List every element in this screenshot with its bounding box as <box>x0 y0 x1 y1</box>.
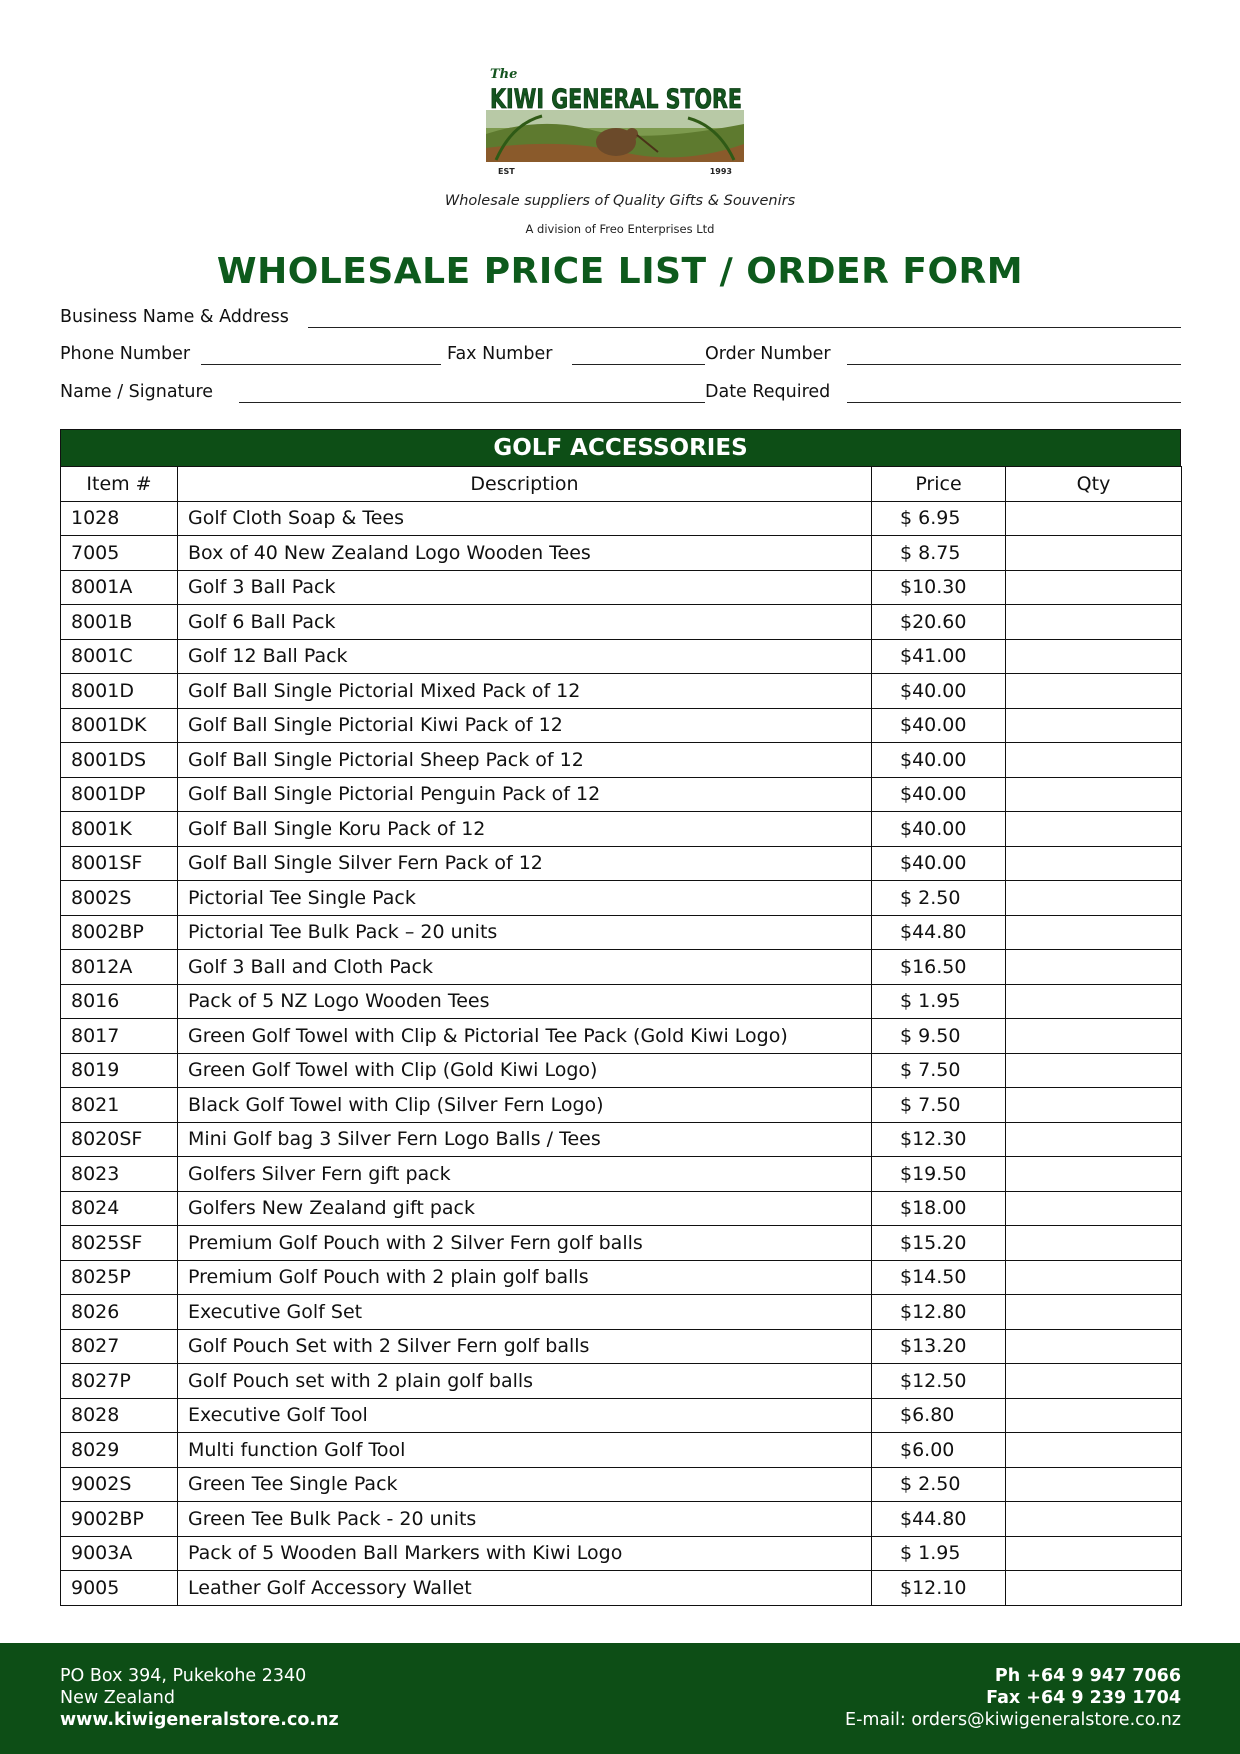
cell-item: 8001B <box>61 605 178 640</box>
table-row <box>61 1364 1182 1399</box>
table-row <box>61 1226 1182 1261</box>
cell-price: $ 7.50 <box>872 1053 1006 1088</box>
cell-qty-input[interactable] <box>1006 605 1182 640</box>
cell-price: $12.50 <box>872 1364 1006 1399</box>
column-header-description: Description <box>178 467 872 502</box>
cell-price: $40.00 <box>872 846 1006 881</box>
cell-item: 8029 <box>61 1433 178 1468</box>
table-row <box>61 1467 1182 1502</box>
cell-description: Golf Cloth Soap & Tees <box>178 501 872 536</box>
cell-qty-input[interactable] <box>1006 777 1182 812</box>
cell-qty-input[interactable] <box>1006 1157 1182 1192</box>
logo-est-year: 1993 <box>709 167 732 176</box>
cell-description: Leather Golf Accessory Wallet <box>178 1571 872 1606</box>
cell-description: Golf Ball Single Koru Pack of 12 <box>178 812 872 847</box>
cell-description: Golfers New Zealand gift pack <box>178 1191 872 1226</box>
cell-price: $12.10 <box>872 1571 1006 1606</box>
cell-price: $ 2.50 <box>872 1467 1006 1502</box>
cell-qty-input[interactable] <box>1006 846 1182 881</box>
cell-description: Pack of 5 NZ Logo Wooden Tees <box>178 984 872 1019</box>
table-row <box>61 812 1182 847</box>
cell-item: 8016 <box>61 984 178 1019</box>
cell-description: Executive Golf Tool <box>178 1398 872 1433</box>
cell-item: 9003A <box>61 1536 178 1571</box>
cell-description: Green Tee Bulk Pack - 20 units <box>178 1502 872 1537</box>
cell-item: 8001C <box>61 639 178 674</box>
cell-qty-input[interactable] <box>1006 1536 1182 1571</box>
cell-price: $12.30 <box>872 1122 1006 1157</box>
cell-price: $40.00 <box>872 708 1006 743</box>
cell-item: 8024 <box>61 1191 178 1226</box>
table-row <box>61 881 1182 916</box>
cell-qty-input[interactable] <box>1006 674 1182 709</box>
cell-price: $40.00 <box>872 743 1006 778</box>
cell-item: 8001A <box>61 570 178 605</box>
cell-description: Golf Ball Single Silver Fern Pack of 12 <box>178 846 872 881</box>
table-row <box>61 1536 1182 1571</box>
table-row <box>61 846 1182 881</box>
cell-qty-input[interactable] <box>1006 812 1182 847</box>
cell-description: Green Golf Towel with Clip (Gold Kiwi Logo) <box>178 1053 872 1088</box>
cell-item: 9005 <box>61 1571 178 1606</box>
cell-price: $ 1.95 <box>872 984 1006 1019</box>
cell-price: $10.30 <box>872 570 1006 605</box>
phone-field[interactable] <box>201 364 441 365</box>
table-row <box>61 950 1182 985</box>
cell-item: 8001D <box>61 674 178 709</box>
cell-item: 8019 <box>61 1053 178 1088</box>
cell-description: Pack of 5 Wooden Ball Markers with Kiwi Logo <box>178 1536 872 1571</box>
business-field[interactable] <box>308 327 1181 328</box>
section-title: GOLF ACCESSORIES <box>60 429 1181 466</box>
page-title: WHOLESALE PRICE LIST / ORDER FORM <box>216 251 1024 292</box>
business-row <box>60 307 1181 331</box>
cell-price: $13.20 <box>872 1329 1006 1364</box>
cell-description: Golf 12 Ball Pack <box>178 639 872 674</box>
logo-est-label: EST <box>498 167 515 176</box>
cell-description: Golf Ball Single Pictorial Penguin Pack of 12 <box>178 777 872 812</box>
cell-qty-input[interactable] <box>1006 743 1182 778</box>
fax-number: Fax +64 9 239 1704 <box>986 1688 1181 1708</box>
cell-item: 8027P <box>61 1364 178 1399</box>
cell-price: $44.80 <box>872 1502 1006 1537</box>
fax-label: Fax Number <box>447 344 553 364</box>
date-required-field[interactable] <box>847 402 1181 403</box>
cell-description: Box of 40 New Zealand Logo Wooden Tees <box>178 536 872 571</box>
cell-item: 8027 <box>61 1329 178 1364</box>
cell-item: 8017 <box>61 1019 178 1054</box>
cell-qty-input[interactable] <box>1006 570 1182 605</box>
column-header-item: Item # <box>61 467 178 502</box>
cell-qty-input[interactable] <box>1006 501 1182 536</box>
footer-contact <box>845 1665 1181 1731</box>
table-row <box>61 743 1182 778</box>
website-link[interactable]: www.kiwigeneralstore.co.nz <box>60 1710 339 1730</box>
cell-price: $40.00 <box>872 812 1006 847</box>
cell-item: 7005 <box>61 536 178 571</box>
cell-qty-input[interactable] <box>1006 1260 1182 1295</box>
cell-price: $40.00 <box>872 674 1006 709</box>
table-row <box>61 1157 1182 1192</box>
cell-price: $41.00 <box>872 639 1006 674</box>
table-row <box>61 984 1182 1019</box>
cell-price: $6.00 <box>872 1433 1006 1468</box>
phone-number: Ph +64 9 947 7066 <box>994 1666 1181 1686</box>
cell-qty-input[interactable] <box>1006 950 1182 985</box>
cell-qty-input[interactable] <box>1006 1433 1182 1468</box>
table-row <box>61 1398 1182 1433</box>
column-header-price: Price <box>872 467 1006 502</box>
cell-item: 9002BP <box>61 1502 178 1537</box>
order-number-label: Order Number <box>705 344 831 364</box>
table-row <box>61 1019 1182 1054</box>
cell-description: Premium Golf Pouch with 2 Silver Fern golf balls <box>178 1226 872 1261</box>
table-row <box>61 708 1182 743</box>
cell-price: $ 6.95 <box>872 501 1006 536</box>
cell-description: Golf 3 Ball and Cloth Pack <box>178 950 872 985</box>
cell-item: 8025P <box>61 1260 178 1295</box>
cell-price: $ 8.75 <box>872 536 1006 571</box>
cell-qty-input[interactable] <box>1006 1329 1182 1364</box>
table-row <box>61 1088 1182 1123</box>
cell-description: Premium Golf Pouch with 2 plain golf balls <box>178 1260 872 1295</box>
cell-price: $ 7.50 <box>872 1088 1006 1123</box>
cell-item: 8026 <box>61 1295 178 1330</box>
cell-item: 8023 <box>61 1157 178 1192</box>
cell-item: 8012A <box>61 950 178 985</box>
cell-item: 8001DP <box>61 777 178 812</box>
table-row <box>61 639 1182 674</box>
table-row <box>61 1122 1182 1157</box>
cell-qty-input[interactable] <box>1006 1502 1182 1537</box>
cell-qty-input[interactable] <box>1006 915 1182 950</box>
cell-item: 8001SF <box>61 846 178 881</box>
cell-description: Golf Pouch Set with 2 Silver Fern golf balls <box>178 1329 872 1364</box>
cell-description: Golf Ball Single Pictorial Kiwi Pack of 12 <box>178 708 872 743</box>
logo-name: KIWI GENERAL STORE <box>490 84 742 115</box>
order-number-field[interactable] <box>847 364 1181 365</box>
cell-price: $14.50 <box>872 1260 1006 1295</box>
cell-qty-input[interactable] <box>1006 984 1182 1019</box>
cell-item: 8002S <box>61 881 178 916</box>
cell-qty-input[interactable] <box>1006 1571 1182 1606</box>
cell-description: Green Tee Single Pack <box>178 1467 872 1502</box>
table-row <box>61 915 1182 950</box>
cell-price: $16.50 <box>872 950 1006 985</box>
table-row <box>61 1433 1182 1468</box>
cell-description: Mini Golf bag 3 Silver Fern Logo Balls / Tees <box>178 1122 872 1157</box>
cell-description: Pictorial Tee Bulk Pack – 20 units <box>178 915 872 950</box>
cell-description: Golf 3 Ball Pack <box>178 570 872 605</box>
cell-description: Executive Golf Set <box>178 1295 872 1330</box>
fax-field[interactable] <box>572 364 705 365</box>
division-note: A division of Freo Enterprises Ltd <box>525 222 715 236</box>
cell-qty-input[interactable] <box>1006 1467 1182 1502</box>
table-row <box>61 777 1182 812</box>
cell-price: $40.00 <box>872 777 1006 812</box>
cell-price: $15.20 <box>872 1226 1006 1261</box>
cell-qty-input[interactable] <box>1006 1088 1182 1123</box>
table-header-row <box>61 467 1182 502</box>
cell-item: 8020SF <box>61 1122 178 1157</box>
table-row <box>61 1260 1182 1295</box>
name-label: Name / Signature <box>60 382 214 402</box>
cell-price: $ 9.50 <box>872 1019 1006 1054</box>
cell-qty-input[interactable] <box>1006 1364 1182 1399</box>
cell-price: $20.60 <box>872 605 1006 640</box>
cell-price: $12.80 <box>872 1295 1006 1330</box>
cell-description: Golf Pouch set with 2 plain golf balls <box>178 1364 872 1399</box>
cell-qty-input[interactable] <box>1006 1191 1182 1226</box>
cell-item: 8001DS <box>61 743 178 778</box>
cell-description: Black Golf Towel with Clip (Silver Fern Logo) <box>178 1088 872 1123</box>
phone-row <box>60 344 1181 368</box>
cell-qty-input[interactable] <box>1006 1122 1182 1157</box>
cell-price: $44.80 <box>872 915 1006 950</box>
cell-description: Golf Ball Single Pictorial Mixed Pack of 12 <box>178 674 872 709</box>
cell-item: 8025SF <box>61 1226 178 1261</box>
table-row <box>61 1502 1182 1537</box>
address-line-1: PO Box 394, Pukekohe 2340 <box>60 1666 307 1686</box>
email-link[interactable]: E-mail: orders@kiwigeneralstore.co.nz <box>845 1710 1181 1730</box>
cell-item: 8002BP <box>61 915 178 950</box>
kiwi-store-logo <box>482 64 750 180</box>
cell-qty-input[interactable] <box>1006 708 1182 743</box>
cell-description: Golf 6 Ball Pack <box>178 605 872 640</box>
cell-qty-input[interactable] <box>1006 1053 1182 1088</box>
cell-qty-input[interactable] <box>1006 1295 1182 1330</box>
cell-price: $19.50 <box>872 1157 1006 1192</box>
table-row <box>61 605 1182 640</box>
cell-price: $ 2.50 <box>872 881 1006 916</box>
address-line-2: New Zealand <box>60 1688 175 1708</box>
cell-item: 1028 <box>61 501 178 536</box>
cell-description: Multi function Golf Tool <box>178 1433 872 1468</box>
table-row <box>61 501 1182 536</box>
cell-qty-input[interactable] <box>1006 1019 1182 1054</box>
business-label: Business Name & Address <box>60 307 289 327</box>
cell-qty-input[interactable] <box>1006 639 1182 674</box>
column-header-qty: Qty <box>1006 467 1182 502</box>
footer-address <box>60 1665 339 1731</box>
cell-item: 8001DK <box>61 708 178 743</box>
cell-item: 8001K <box>61 812 178 847</box>
price-list <box>60 466 1182 1606</box>
logo-prefix: The <box>490 67 518 82</box>
cell-qty-input[interactable] <box>1006 536 1182 571</box>
cell-item: 9002S <box>61 1467 178 1502</box>
table-row <box>61 1329 1182 1364</box>
table-row <box>61 570 1182 605</box>
cell-price: $18.00 <box>872 1191 1006 1226</box>
cell-item: 8021 <box>61 1088 178 1123</box>
cell-qty-input[interactable] <box>1006 1226 1182 1261</box>
cell-qty-input[interactable] <box>1006 1398 1182 1433</box>
name-row <box>60 382 1181 406</box>
cell-description: Green Golf Towel with Clip & Pictorial Tee Pack (Gold Kiwi Logo) <box>178 1019 872 1054</box>
table-row <box>61 1053 1182 1088</box>
table-row <box>61 674 1182 709</box>
tagline: Wholesale suppliers of Quality Gifts & Souvenirs <box>444 193 796 209</box>
footer <box>0 1643 1240 1754</box>
cell-description: Golf Ball Single Pictorial Sheep Pack of 12 <box>178 743 872 778</box>
cell-description: Pictorial Tee Single Pack <box>178 881 872 916</box>
cell-item: 8028 <box>61 1398 178 1433</box>
price-table <box>60 429 1181 1606</box>
cell-price: $ 1.95 <box>872 1536 1006 1571</box>
signature-field[interactable] <box>239 402 705 403</box>
cell-description: Golfers Silver Fern gift pack <box>178 1157 872 1192</box>
date-required-label: Date Required <box>705 382 831 402</box>
phone-label: Phone Number <box>60 344 191 364</box>
cell-price: $6.80 <box>872 1398 1006 1433</box>
cell-qty-input[interactable] <box>1006 881 1182 916</box>
table-row <box>61 1571 1182 1606</box>
table-row <box>61 536 1182 571</box>
table-row <box>61 1295 1182 1330</box>
table-row <box>61 1191 1182 1226</box>
